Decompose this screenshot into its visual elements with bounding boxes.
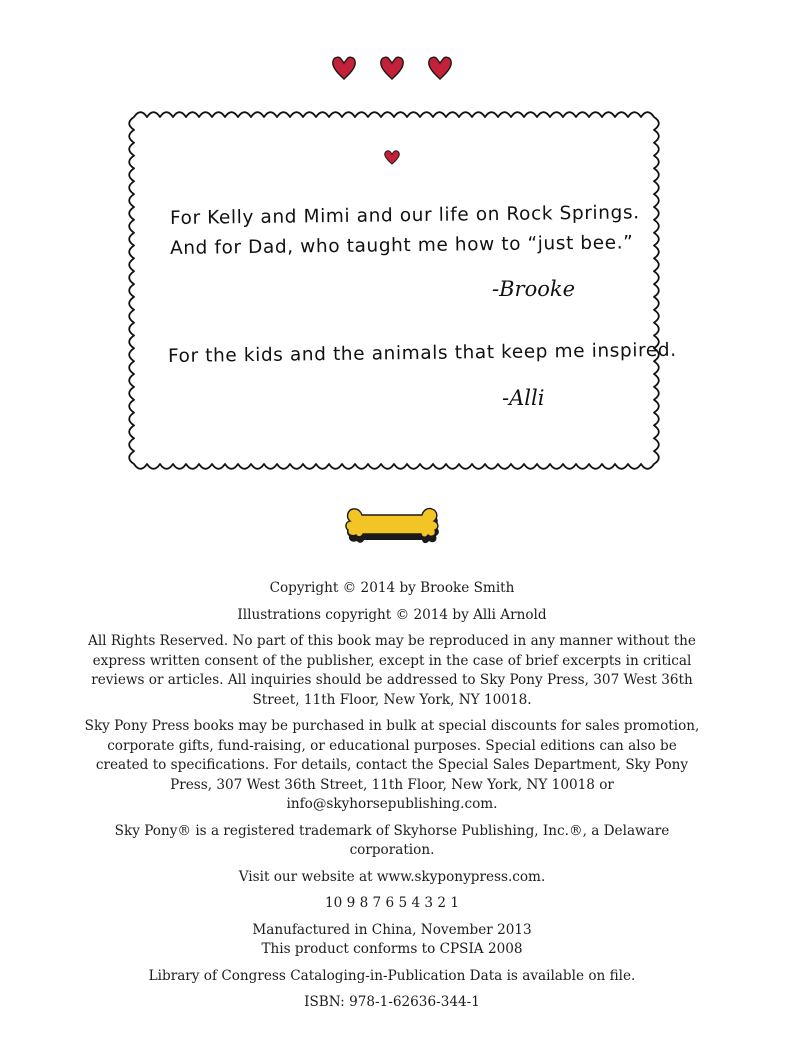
cpsia-line: This product conforms to CPSIA 2008: [261, 941, 523, 957]
signature-alli: -Alli: [502, 386, 545, 410]
trademark-line: Sky Pony® is a registered trademark of Skyhorse Publishing, Inc.®, a Delaware corporation.: [114, 822, 670, 858]
printing-line: 10 9 8 7 6 5 4 3 2 1: [324, 895, 460, 911]
manufactured-line: Manufactured in China, November 2013: [252, 921, 532, 938]
dedication-line-2: And for Dad, who taught me how to “just bee.”: [169, 232, 634, 259]
dedication-line-3: For the kids and the animals that keep me inspired.: [167, 339, 677, 367]
loc-line: Library of Congress Cataloging-in-Publication Data is available on file.: [148, 967, 636, 984]
dedication-line-1: For Kelly and Mimi and our life on Rock Springs.: [169, 202, 640, 229]
website-line: Visit our website at www.skyponypress.com.: [238, 868, 546, 885]
bone-icon: [342, 498, 442, 546]
illustrations-copyright: Illustrations copyright © 2014 by Alli Arnold: [237, 606, 547, 623]
copyright-text: Copyright © 2014 by Brooke Smith: [269, 580, 515, 596]
isbn-line: ISBN: 978-1-62636-344-1: [304, 994, 480, 1010]
signature-brooke: -Brooke: [492, 277, 576, 301]
copyright-block: [80, 579, 704, 1020]
rights-paragraph: All Rights Reserved. No part of this book may be reproduced in any manner without the express written consent of the publisher, except in the case of brief excerpts in critical reviews or articles. All inquiries should be addressed to Sky Pony Press, 307 West 36th Street, 11th Floor, New York, NY 10018.: [88, 633, 696, 708]
heart-icon: [383, 149, 401, 165]
bulk-sales-paragraph: Sky Pony Press books may be purchased in bulk at special discounts for sales promotion, corporate gifts, fund-raising, or educational purposes. Special editions can also be created to specifications. For details, contact the Special Sales Department, Sky Pony Press, 307 West 36th Street, 11th Floor, New York, NY 10018 or info@skyhorsepublishing.com.: [84, 718, 700, 812]
